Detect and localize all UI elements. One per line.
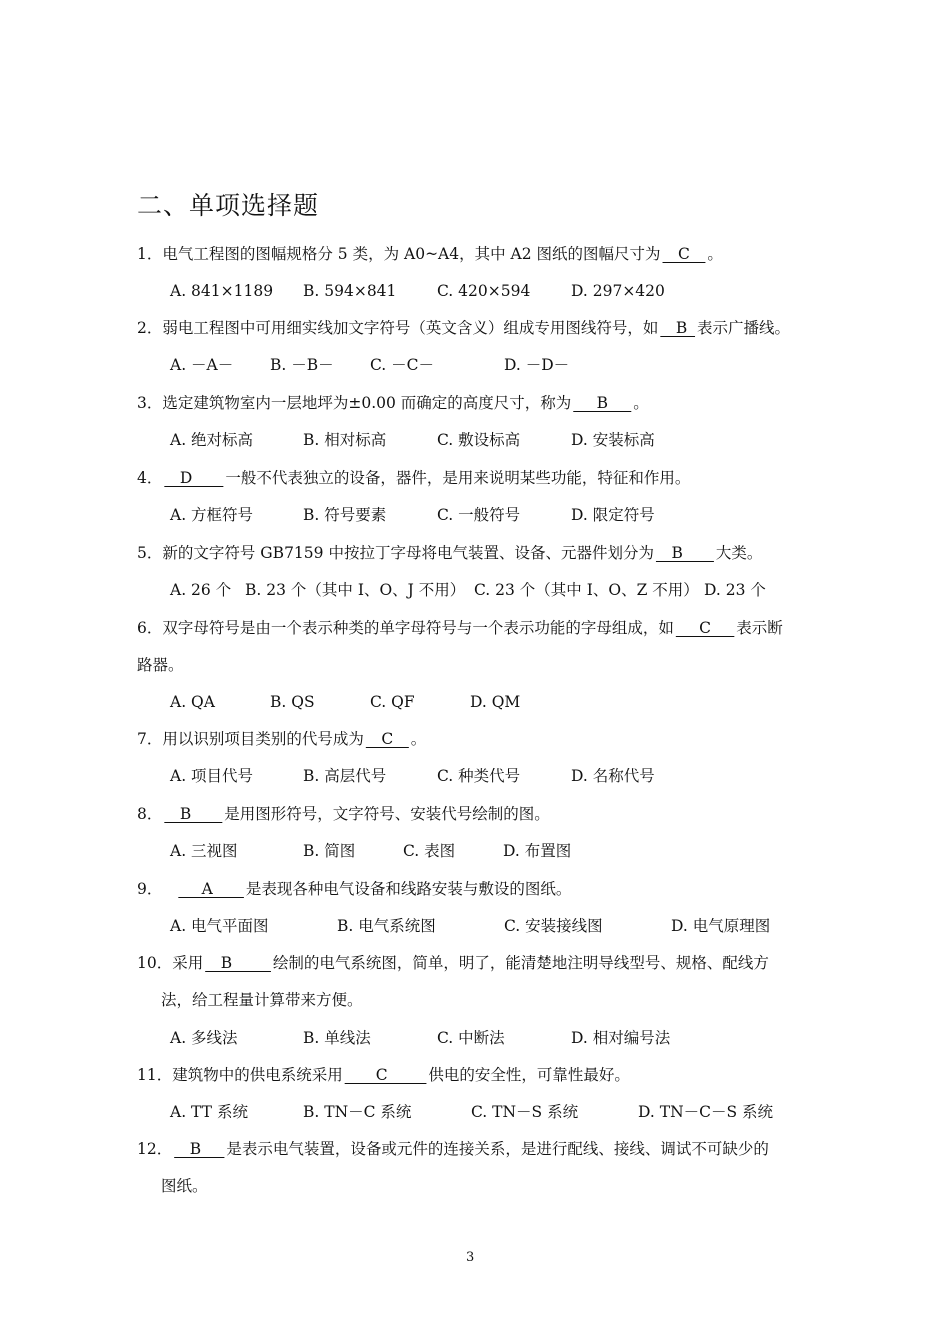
question-text: 电气工程图的图幅规格分 5 类，为 A0~A4，其中 A2 图纸的图幅尺寸为 [162, 245, 661, 263]
question-number: 7． [137, 730, 163, 748]
option-d: D. 297×420 [571, 282, 665, 300]
option-d: D. QM [470, 693, 521, 711]
option-a: A. 电气平面图 [170, 917, 269, 935]
option-a: A. －A－ [170, 356, 234, 374]
question-number: 4． [137, 469, 163, 487]
question-number: 1． [137, 245, 163, 263]
question-text-tail: 供电的安全性，可靠性最好。 [428, 1066, 630, 1084]
option-a: A. 26 个 [170, 581, 232, 599]
question-text-tail: 表示断 [736, 619, 783, 637]
question-9 [137, 871, 827, 908]
option-c: C. 敷设标高 [437, 431, 521, 449]
option-b: B. －B－ [270, 356, 334, 374]
question-12 [137, 1131, 827, 1168]
question-number: 2． [137, 319, 163, 337]
option-b: B. 23 个（其中 I、O、J 不用） [245, 581, 466, 599]
question-5 [137, 535, 827, 572]
answer-blank: __B_____ [205, 954, 271, 972]
option-b: B. 符号要素 [303, 506, 387, 524]
answer-blank: ___B___ [573, 394, 632, 412]
section-title: 二、单项选择题 [137, 191, 320, 220]
option-d: D. TN－C－S 系统 [638, 1103, 774, 1121]
option-a: A. QA [170, 693, 215, 711]
option-b: B. 单线法 [303, 1029, 371, 1047]
option-c: C. 一般符号 [437, 506, 521, 524]
question-4 [137, 460, 827, 497]
answer-blank: __B_ [660, 319, 696, 337]
option-a: A. 方框符号 [170, 506, 254, 524]
answer-blank: __C__ [662, 245, 706, 263]
option-c: C. 420×594 [437, 282, 531, 300]
answer-blank: ____C_____ [344, 1066, 427, 1084]
option-a: A. 多线法 [170, 1029, 238, 1047]
question-text-tail: 。 [410, 730, 427, 748]
option-a: A. TT 系统 [170, 1103, 248, 1121]
option-a: A. 绝对标高 [170, 431, 254, 449]
option-c: C. 中断法 [437, 1029, 505, 1047]
option-c: C. 23 个（其中 I、O、Z 不用） [474, 581, 699, 599]
question-6-continuation: 路器。 [137, 656, 184, 674]
option-b: B. 简图 [303, 842, 356, 860]
question-number: 10． [137, 954, 173, 972]
question-number: 5． [137, 544, 163, 562]
question-11 [137, 1057, 827, 1094]
answer-blank: __B____ [164, 805, 223, 823]
answer-blank: __C__ [365, 730, 409, 748]
option-b: B. 高层代号 [303, 767, 387, 785]
question-1 [137, 236, 827, 273]
question-10 [137, 945, 827, 982]
page-number: 3 [466, 1250, 475, 1265]
question-6 [137, 610, 827, 647]
option-c: C. －C－ [370, 356, 435, 374]
answer-blank: __B___ [174, 1140, 225, 1158]
option-a: A. 项目代号 [170, 767, 254, 785]
option-b: B. TN－C 系统 [303, 1103, 412, 1121]
option-d: D. 安装标高 [571, 431, 655, 449]
answer-blank: __B____ [655, 544, 714, 562]
question-text-tail: 。 [633, 394, 649, 412]
question-2 [137, 310, 827, 347]
question-number: 12． [137, 1140, 173, 1158]
option-c: C. 种类代号 [437, 767, 521, 785]
question-text-tail: 是表示电气装置，设备或元件的连接关系，是进行配线、接线、调试不可缺少的 [226, 1140, 769, 1158]
question-text-tail: 大类。 [715, 544, 763, 562]
question-7 [137, 721, 827, 758]
option-d: D. 相对编号法 [571, 1029, 671, 1047]
option-a: A. 841×1189 [170, 282, 274, 300]
option-d: D. 布置图 [503, 842, 572, 860]
question-text-tail: 是用图形符号，文字符号、安装代号绘制的图。 [224, 805, 550, 823]
question-text-tail: 。 [707, 245, 723, 263]
option-b: B. 相对标高 [303, 431, 387, 449]
option-d: D. 23 个 [704, 581, 766, 599]
question-text-tail: 绘制的电气系统图，简单，明了，能清楚地注明导线型号、规格、配线方 [272, 954, 769, 972]
question-text: 用以识别项目类别的代号成为 [162, 730, 364, 748]
option-b: B. QS [270, 693, 315, 711]
question-text: 采用 [172, 954, 204, 972]
question-number: 11． [137, 1066, 173, 1084]
question-number: 8． [137, 805, 163, 823]
question-text-tail: 是表现各种电气设备和线路安装与敷设的图纸。 [245, 880, 572, 898]
option-a: A. 三视图 [170, 842, 238, 860]
answer-blank: ___A____ [178, 880, 244, 898]
option-d: D. 名称代号 [571, 767, 655, 785]
option-c: C. 表图 [403, 842, 456, 860]
option-c: C. QF [370, 693, 415, 711]
question-number: 3． [137, 394, 163, 412]
option-c: C. TN－S 系统 [471, 1103, 579, 1121]
option-c: C. 安装接线图 [504, 917, 603, 935]
option-b: B. 594×841 [303, 282, 397, 300]
question-number: 9． [137, 880, 163, 898]
question-text: 选定建筑物室内一层地坪为±0.00 而确定的高度尺寸，称为 [162, 394, 572, 412]
question-text-tail: 表示广播线。 [697, 319, 791, 337]
question-text-tail: 一般不代表独立的设备，器件，是用来说明某些功能，特征和作用。 [225, 469, 691, 487]
question-text: 双字母符号是由一个表示种类的单字母符号与一个表示功能的字母组成，如 [162, 619, 674, 637]
option-d: D. －D－ [504, 356, 570, 374]
question-number: 6． [137, 619, 163, 637]
question-12-continuation: 图纸。 [161, 1177, 208, 1195]
question-8 [137, 796, 827, 833]
question-text: 新的文字符号 GB7159 中按拉丁字母将电气装置、设备、元器件划分为 [162, 544, 654, 562]
option-d: D. 限定符号 [571, 506, 655, 524]
question-text: 弱电工程图中可用细实线加文字符号（英文含义）组成专用图线符号，如 [162, 319, 659, 337]
question-3 [137, 385, 827, 422]
option-d: D. 电气原理图 [671, 917, 771, 935]
option-b: B. 电气系统图 [337, 917, 436, 935]
question-text: 建筑物中的供电系统采用 [172, 1066, 343, 1084]
answer-blank: __D____ [164, 469, 224, 487]
answer-blank: ___C___ [675, 619, 735, 637]
question-10-continuation: 法，给工程量计算带来方便。 [161, 991, 363, 1009]
